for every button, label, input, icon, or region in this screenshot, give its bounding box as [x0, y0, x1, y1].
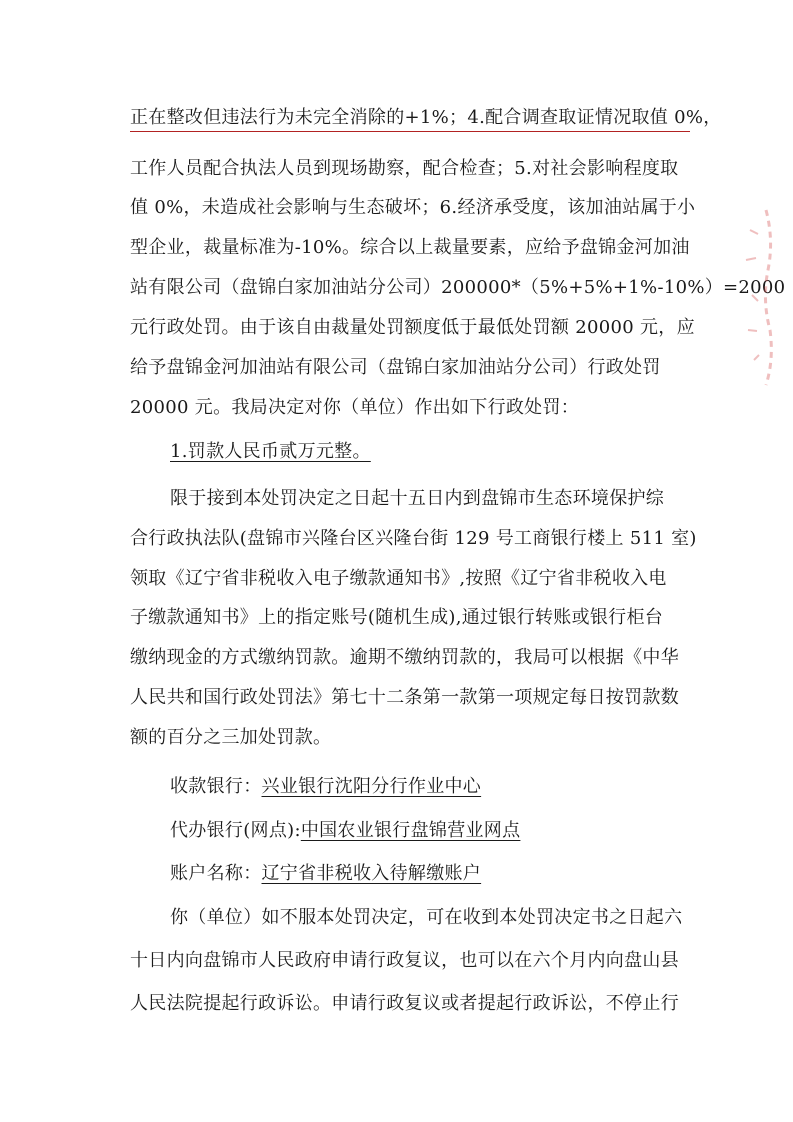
account-value: 辽宁省非税收入待解缴账户 [261, 863, 482, 884]
seal-stamp-fragment [736, 200, 776, 390]
account-row [170, 862, 690, 886]
text-line: 正在整改但违法行为未完全消除的+1%；4.配合调查取证情况取值 0%， [130, 106, 690, 132]
text-line: 人民法院提起行政诉讼。申请行政复议或者提起行政诉讼，不停止行 [130, 993, 679, 1014]
text-line: 合行政执法队(盘锦市兴隆台区兴隆台街 129 号工商银行楼上 511 室) [130, 528, 697, 549]
text-line: 你（单位）如不服本处罚决定，可在收到本处罚决定书之日起六 [170, 907, 683, 928]
agent-bank-row [170, 819, 690, 843]
text-line: 缴纳现金的方式缴纳罚款。逾期不缴纳罚款的，我局可以根据《中华 [130, 647, 679, 668]
text-line: 人民共和国行政处罚法》第七十二条第一款第一项规定每日按罚款数 [130, 687, 679, 708]
text-line: 工作人员配合执法人员到现场勘察，配合检查；5.对社会影响程度取 [130, 158, 679, 179]
text-line: 子缴款通知书》上的指定账号(随机生成),通过银行转账或银行柜台 [130, 607, 664, 628]
penalty-item [170, 440, 690, 464]
text-line: 型企业，裁量标准为-10%。综合以上裁量要素，应给予盘锦金河加油 [130, 237, 690, 258]
account-label: 账户名称： [170, 863, 262, 884]
bank-value: 兴业银行沈阳分行作业中心 [261, 776, 482, 797]
bank-row [170, 775, 690, 799]
text-line: 给予盘锦金河加油站有限公司（盘锦白家加油站分公司）行政处罚 [130, 357, 661, 378]
text-line: 站有限公司（盘锦白家加油站分公司）200000*（5%+5%+1%-10%）=2000 [130, 277, 786, 298]
penalty-item-text: 1.罚款人民币贰万元整。 [170, 441, 371, 462]
text-line: 十日内向盘锦市人民政府申请行政复议，也可以在六个月内向盘山县 [130, 950, 679, 971]
text-line: 值 0%，未造成社会影响与生态破坏；6.经济承受度，该加油站属于小 [130, 197, 696, 218]
text-line: 领取《辽宁省非税收入电子缴款通知书》,按照《辽宁省非税收入电 [130, 568, 667, 589]
agent-bank-label: 代办银行(网点): [170, 820, 301, 841]
bank-label: 收款银行： [170, 776, 262, 797]
text-line: 元行政处罚。由于该自由裁量处罚额度低于最低处罚额 20000 元，应 [130, 317, 695, 338]
text-line: 20000 元。我局决定对你（单位）作出如下行政处罚： [130, 397, 580, 418]
agent-bank-value: 中国农业银行盘锦营业网点 [300, 820, 521, 841]
text-line: 额的百分之三加处罚款。 [130, 727, 332, 748]
text-line: 限于接到本处罚决定之日起十五日内到盘锦市生态环境保护综 [170, 488, 665, 509]
